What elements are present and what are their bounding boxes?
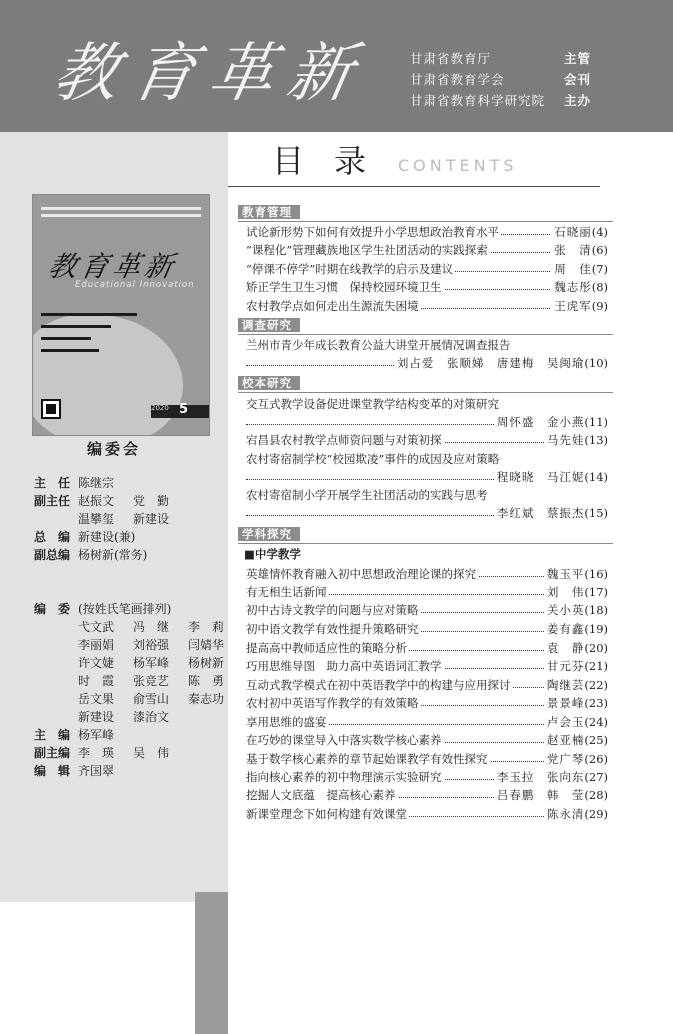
cover-text-lines — [41, 313, 141, 361]
toc-page: (21) — [584, 659, 608, 673]
toc-author-page — [544, 714, 608, 730]
toc-page: (17) — [584, 585, 608, 599]
toc-entry — [246, 242, 608, 258]
toc-title: 农村初中英语写作教学的有效策略 — [246, 696, 419, 710]
toc-page: (8) — [591, 280, 608, 294]
board-role: 主 编 — [34, 728, 71, 742]
board-names — [78, 492, 188, 509]
toc-author: 李红斌 蔡振杰 — [496, 506, 585, 520]
toc-author: 刘 伟 — [546, 585, 585, 599]
toc-author: 张 清 — [554, 243, 592, 257]
toc-entry — [246, 732, 608, 748]
toc-author: 王虎军 — [554, 299, 592, 313]
sponsor-role: 主办 — [563, 93, 591, 108]
cover-thumbnail — [32, 194, 210, 436]
board-member-name: 温攀玺 — [78, 512, 115, 526]
toc-title: 新课堂理念下如何构建有效课堂 — [246, 807, 407, 821]
toc-page: (13) — [584, 433, 608, 447]
board-member-name: 俞雪山 — [133, 692, 170, 706]
board-member-name: 杨军峰 — [78, 728, 115, 742]
toc-title: 英雄情怀教育融入初中思想政治理论课的探究 — [246, 567, 476, 581]
board-role: 编 委 — [34, 602, 71, 616]
title-divider — [228, 186, 600, 187]
toc-author-page — [494, 505, 608, 521]
board-role: 主 任 — [34, 476, 71, 490]
board-member-name: 陈 勇 — [188, 674, 225, 688]
subsection-header: ■中学教学 — [244, 547, 301, 561]
board-member-name: 陈继宗 — [78, 476, 115, 490]
board-member-name: 杨树新 — [188, 656, 225, 670]
sponsor-list — [410, 48, 591, 111]
toc-title: 试论新形势下如何有效提升小学思想政治教育水平 — [246, 225, 499, 239]
sponsor-org: 甘肃省教育厅 — [410, 51, 492, 66]
board-member-name: 新建设 — [78, 710, 115, 724]
decorative-strip — [195, 892, 228, 1034]
toc-author-page — [494, 787, 608, 803]
toc-author: 姜有鑫 — [546, 622, 585, 636]
board-member-name: 冯 继 — [133, 620, 170, 634]
board-member-name: 李丽娟 — [78, 638, 115, 652]
toc-author-page — [544, 677, 608, 693]
toc-author-page — [494, 414, 608, 430]
board-names — [78, 636, 243, 653]
toc-page: (14) — [584, 470, 608, 484]
cover-header-lines — [41, 207, 201, 223]
toc-page: (11) — [584, 415, 608, 429]
editorial-board-title: 编委会 — [86, 440, 141, 458]
toc-entry — [246, 806, 608, 822]
board-role: 副主任 — [34, 494, 71, 508]
magazine-logo: 教育革新 — [47, 37, 373, 111]
toc-author: 吕春鹏 韩 莹 — [496, 788, 585, 802]
toc-title: 享用思维的盛宴 — [246, 715, 327, 729]
toc-page: (15) — [584, 506, 608, 520]
cover-issue-number: 5 — [179, 402, 189, 417]
toc-author-page — [394, 355, 608, 371]
toc-page: (4) — [591, 225, 608, 239]
toc-entry — [246, 602, 608, 618]
toc-title: 农村教学点如何走出生源流失困境 — [246, 299, 419, 313]
toc-entry — [246, 469, 608, 485]
toc-entry-title — [246, 487, 608, 503]
toc-entry — [246, 714, 608, 730]
toc-author-page — [494, 769, 608, 785]
toc-entry — [246, 355, 608, 371]
toc-page: (22) — [584, 678, 608, 692]
toc-entry — [246, 640, 608, 656]
page-title-en: CONTENTS — [398, 156, 518, 175]
toc-entry — [246, 261, 608, 277]
board-member-name: 许文婕 — [78, 656, 115, 670]
board-names — [78, 510, 188, 527]
board-member-name: 刘裕强 — [133, 638, 170, 652]
toc-title: “停课不停学”时期在线教学的启示及建议 — [246, 262, 454, 276]
toc-entry-title — [246, 337, 608, 353]
board-member-name: 李 莉 — [188, 620, 225, 634]
toc-entry — [246, 658, 608, 674]
toc-entry — [246, 621, 608, 637]
toc-page: (28) — [584, 788, 608, 802]
board-member-name: (按姓氏笔画排列) — [78, 602, 172, 616]
toc-author-page — [551, 298, 608, 314]
board-names — [78, 762, 114, 779]
board-member-name: 岳文果 — [78, 692, 115, 706]
board-member-name: 时 霞 — [78, 674, 115, 688]
toc-author: 赵亚楠 — [546, 733, 585, 747]
toc-page: (10) — [584, 356, 608, 370]
toc-author: 魏志彤 — [554, 280, 592, 294]
board-names — [78, 744, 188, 761]
toc-author: 党广琴 — [546, 752, 585, 766]
sponsor-row — [410, 48, 591, 69]
board-member-name: 赵振文 — [78, 494, 115, 508]
toc-entry — [246, 695, 608, 711]
cover-subtitle: Educational Innovation — [75, 280, 195, 290]
masthead — [0, 0, 673, 132]
toc-entry — [246, 751, 608, 767]
board-names — [78, 528, 135, 545]
toc-author: 陶继芸 — [546, 678, 585, 692]
toc-title: 初中古诗文教学的问题与应对策略 — [246, 603, 419, 617]
toc-page: (19) — [584, 622, 608, 636]
section-header: 学科探究 — [238, 527, 300, 541]
board-names — [78, 654, 243, 671]
toc-entry — [246, 787, 608, 803]
toc-author-page — [551, 224, 608, 240]
toc-author: 李玉拉 张向东 — [496, 770, 585, 784]
sponsor-row — [410, 90, 591, 111]
toc-title: 宕昌县农村教学点师资问题与对策初探 — [246, 433, 442, 447]
qr-code-icon — [41, 399, 61, 419]
toc-author: 卢会玉 — [546, 715, 585, 729]
toc-page: (16) — [584, 567, 608, 581]
toc-entry-title — [246, 396, 608, 412]
board-member-name: 闫婧华 — [188, 638, 225, 652]
board-role: 总 编 — [34, 530, 71, 544]
toc-page: (25) — [584, 733, 608, 747]
toc-page: (18) — [584, 603, 608, 617]
toc-author-page — [544, 432, 608, 448]
toc-page: (26) — [584, 752, 608, 766]
toc-author-page — [494, 469, 608, 485]
section-header: 教育管理 — [238, 205, 300, 219]
toc-entry — [246, 414, 608, 430]
toc-entry — [246, 298, 608, 314]
toc-page: (6) — [591, 243, 608, 257]
section-header: 校本研究 — [238, 376, 300, 390]
toc-author-page — [551, 261, 608, 277]
section-header: 调查研究 — [238, 318, 300, 332]
toc-page: (29) — [584, 807, 608, 821]
board-names — [78, 546, 147, 563]
toc-author-page — [544, 566, 608, 582]
board-member-name: 党 勤 — [133, 494, 170, 508]
toc-title: 挖掘人文底蕴 提高核心素养 — [246, 788, 396, 802]
toc-author: 石晓丽 — [554, 225, 592, 239]
sponsor-org: 甘肃省教育科学研究院 — [410, 93, 546, 108]
toc-page: (7) — [591, 262, 608, 276]
cover-logo: 教育革新 — [45, 250, 180, 283]
cover-year: 2020 — [151, 404, 169, 412]
toc-title: 农村寄宿制小学开展学生社团活动的实践与思考 — [246, 488, 488, 502]
board-names — [78, 474, 114, 491]
toc-author: 马先娃 — [546, 433, 585, 447]
toc-title: 互动式教学模式在初中英语教学中的构建与应用探讨 — [246, 678, 511, 692]
toc-author-page — [551, 242, 608, 258]
sponsor-row — [410, 69, 591, 90]
board-member-name: 秦志功 — [188, 692, 225, 706]
toc-author: 魏玉平 — [546, 567, 585, 581]
toc-page: (23) — [584, 696, 608, 710]
toc-title: 矫正学生卫生习惯 保持校园环境卫生 — [246, 280, 442, 294]
toc-entry — [246, 279, 608, 295]
toc-title: 交互式教学设备促进课堂教学结构变革的对策研究 — [246, 397, 499, 411]
board-names — [78, 672, 243, 689]
toc-title: 有无相生话新闻 — [246, 585, 327, 599]
toc-author: 周 佳 — [554, 262, 592, 276]
toc-entry — [246, 432, 608, 448]
board-member-name: 李 瑛 — [78, 746, 115, 760]
toc-author-page — [544, 695, 608, 711]
board-member-name: 弋文武 — [78, 620, 115, 634]
board-member-name: 张竞艺 — [133, 674, 170, 688]
toc-entry — [246, 677, 608, 693]
board-names — [78, 600, 171, 617]
sponsor-role: 主管 — [563, 51, 591, 66]
toc-page: (24) — [584, 715, 608, 729]
sponsor-role: 会刊 — [563, 72, 591, 87]
board-member-name: 齐国翠 — [78, 764, 115, 778]
toc-author: 周怀盛 金小燕 — [496, 415, 585, 429]
toc-title: 兰州市青少年成长教育公益大讲堂开展情况调查报告 — [246, 338, 511, 352]
toc-entry-title — [246, 451, 608, 467]
toc-page: (9) — [591, 299, 608, 313]
toc-author-page — [544, 584, 608, 600]
board-role: 编 辑 — [34, 764, 71, 778]
page-title: 目录 — [272, 142, 397, 180]
left-sidebar — [0, 132, 228, 902]
toc-author: 陈永清 — [546, 807, 585, 821]
board-names — [78, 708, 188, 725]
board-member-name: 杨树新(常务) — [78, 548, 148, 562]
toc-author-page — [544, 602, 608, 618]
toc-title: 指向核心素养的初中物理演示实验研究 — [246, 770, 442, 784]
toc-author-page — [544, 732, 608, 748]
toc-author-page — [544, 806, 608, 822]
toc-author-page — [544, 621, 608, 637]
board-member-name: 漆治文 — [133, 710, 170, 724]
toc-page: (27) — [584, 770, 608, 784]
toc-author: 甘元芬 — [546, 659, 585, 673]
toc-page: (20) — [584, 641, 608, 655]
board-role: 副总编 — [34, 548, 71, 562]
board-member-name: 杨军峰 — [133, 656, 170, 670]
toc-author-page — [544, 658, 608, 674]
toc-title: “课程化”管理藏族地区学生社团活动的实践探索 — [246, 243, 488, 257]
toc-title: 农村寄宿制学校“校园欺凌”事件的成因及应对策略 — [246, 452, 500, 466]
toc-author-page — [544, 751, 608, 767]
toc-title: 初中语文教学有效性提升策略研究 — [246, 622, 419, 636]
toc-entry — [246, 584, 608, 600]
toc-author: 关小英 — [546, 603, 585, 617]
sponsor-org: 甘肃省教育学会 — [410, 72, 505, 87]
board-role: 副主编 — [34, 746, 71, 760]
toc-author-page — [551, 279, 608, 295]
toc-entry — [246, 566, 608, 582]
toc-author-page — [544, 640, 608, 656]
toc-author: 程晓晓 马江妮 — [496, 470, 585, 484]
board-member-name: 吴 伟 — [133, 746, 170, 760]
toc-entry — [246, 769, 608, 785]
toc-title: 在巧妙的课堂导入中落实数学核心素养 — [246, 733, 442, 747]
toc-author: 景景峰 — [546, 696, 585, 710]
toc-entry — [246, 505, 608, 521]
board-names — [78, 726, 114, 743]
board-names — [78, 690, 243, 707]
toc-title: 巧用思维导图 助力高中英语词汇教学 — [246, 659, 442, 673]
board-member-name: 新建设(兼) — [78, 530, 136, 544]
toc-author: 刘占爱 张顺娣 唐建梅 吴闽瑜 — [396, 356, 585, 370]
toc-entry — [246, 224, 608, 240]
board-member-name: 新建设 — [133, 512, 170, 526]
board-names — [78, 618, 243, 635]
toc-author: 袁 静 — [546, 641, 585, 655]
toc-title: 基于数学核心素养的章节起始课教学有效性探究 — [246, 752, 488, 766]
toc-title: 提高高中教师适应性的策略分析 — [246, 641, 407, 655]
